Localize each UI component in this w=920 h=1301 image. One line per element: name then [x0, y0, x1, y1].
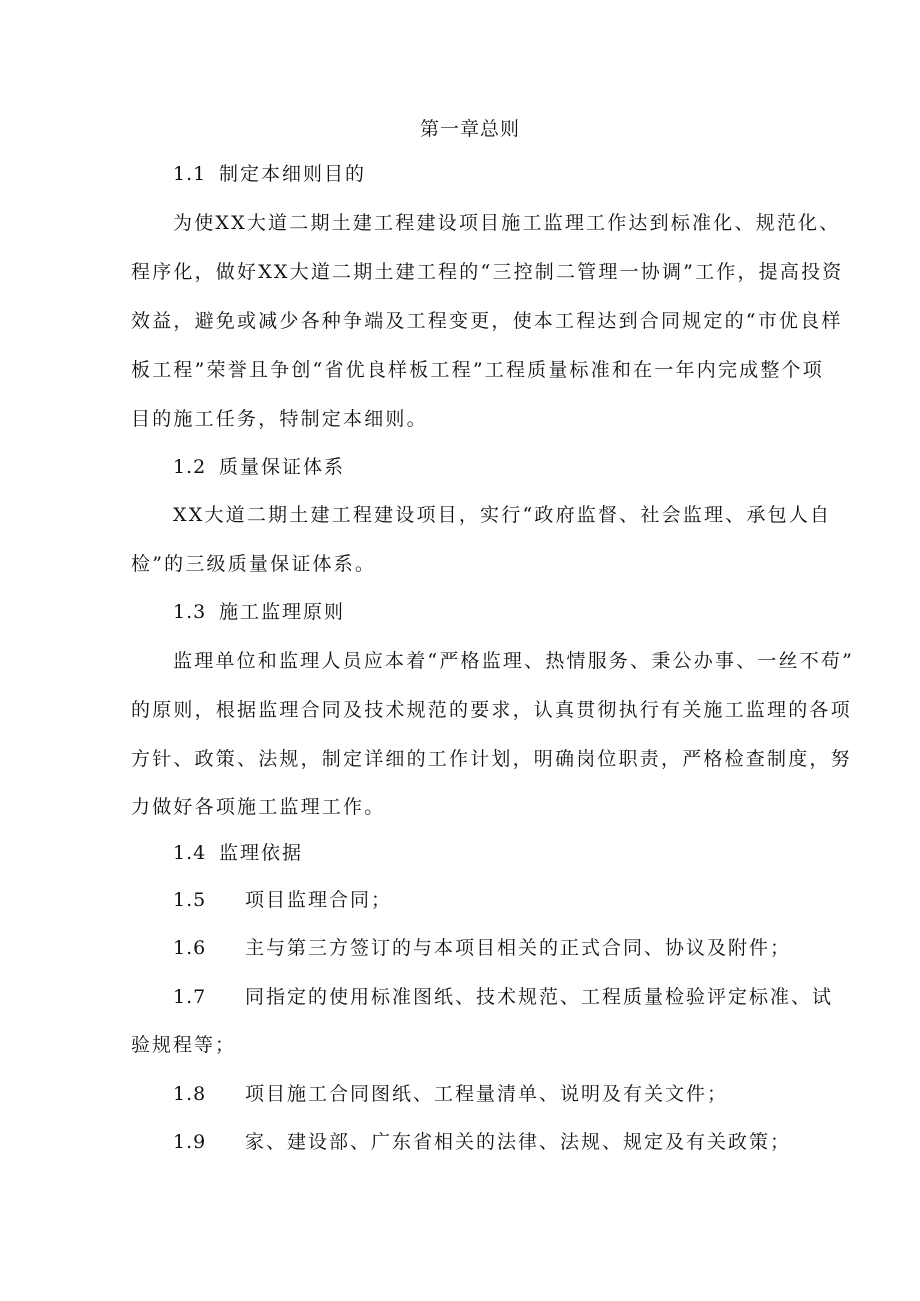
item-text: 家、建设部、广东省相关的法律、法规、规定及有关政策；: [245, 1131, 792, 1153]
chapter-title: 第一章总则: [419, 118, 520, 140]
paragraph-line: 的原则，根据监理合同及技术规范的要求，认真贯彻执行有关施工监理的各项: [131, 699, 852, 721]
paragraph-line: 为使XX大道二期土建工程建设项目施工监理工作达到标准化、规范化、: [173, 212, 841, 234]
paragraph-line: 力做好各项施工监理工作。: [131, 796, 386, 818]
item-text: 项目施工合同图纸、工程量清单、说明及有关文件；: [245, 1083, 729, 1105]
paragraph-line: 效益，避免或减少各种争端及工程变更，使本工程达到合同规定的“市优良样: [131, 310, 843, 332]
section-title: 监理依据: [219, 842, 304, 864]
section-heading: [173, 159, 366, 189]
section-number: 1.3: [173, 601, 207, 623]
item-number: 1.6: [173, 937, 207, 959]
section-number: 1.1: [173, 163, 207, 185]
section-number: 1.4: [173, 842, 207, 864]
paragraph-line: XX大道二期土建工程建设项目，实行“政府监督、社会监理、承包人自: [173, 504, 832, 526]
item-number: 1.8: [173, 1083, 207, 1105]
item-number: 1.7: [173, 986, 207, 1008]
paragraph-line: 目的施工任务，特制定本细则。: [131, 408, 428, 430]
list-item: [173, 1079, 728, 1109]
section-number: 1.2: [173, 456, 207, 478]
paragraph-line: 检”的三级质量保证体系。: [131, 553, 377, 575]
paragraph-line: 程序化，做好XX大道二期土建工程的“三控制二管理一协调”工作，提高投资: [131, 261, 844, 283]
section-heading: [173, 838, 303, 868]
item-text: 项目监理合同；: [245, 889, 393, 911]
section-title: 质量保证体系: [219, 456, 346, 478]
paragraph-line: 方针、政策、法规，制定详细的工作计划，明确岗位职责，严格检查制度，努: [131, 748, 852, 770]
list-item: [173, 982, 833, 1012]
item-number: 1.5: [173, 889, 207, 911]
list-item: [173, 933, 791, 963]
paragraph-line: 板工程”荣誉且争创“省优良样板工程”工程质量标准和在一年内完成整个项: [131, 359, 824, 381]
item-text: 主与第三方签订的与本项目相关的正式合同、协议及附件；: [245, 937, 792, 959]
item-text-continuation: 验规程等；: [131, 1034, 237, 1056]
paragraph-line: 监理单位和监理人员应本着“严格监理、热情服务、秉公办事、一丝不苟”: [173, 650, 855, 672]
item-text: 同指定的使用标准图纸、技术规范、工程质量检验评定标准、试: [245, 986, 834, 1008]
item-number: 1.9: [173, 1131, 207, 1153]
section-heading: [173, 452, 345, 482]
section-heading: [173, 597, 345, 627]
section-title: 施工监理原则: [219, 601, 346, 623]
section-title: 制定本细则目的: [219, 163, 367, 185]
list-item: [173, 885, 392, 915]
list-item: [173, 1127, 791, 1157]
